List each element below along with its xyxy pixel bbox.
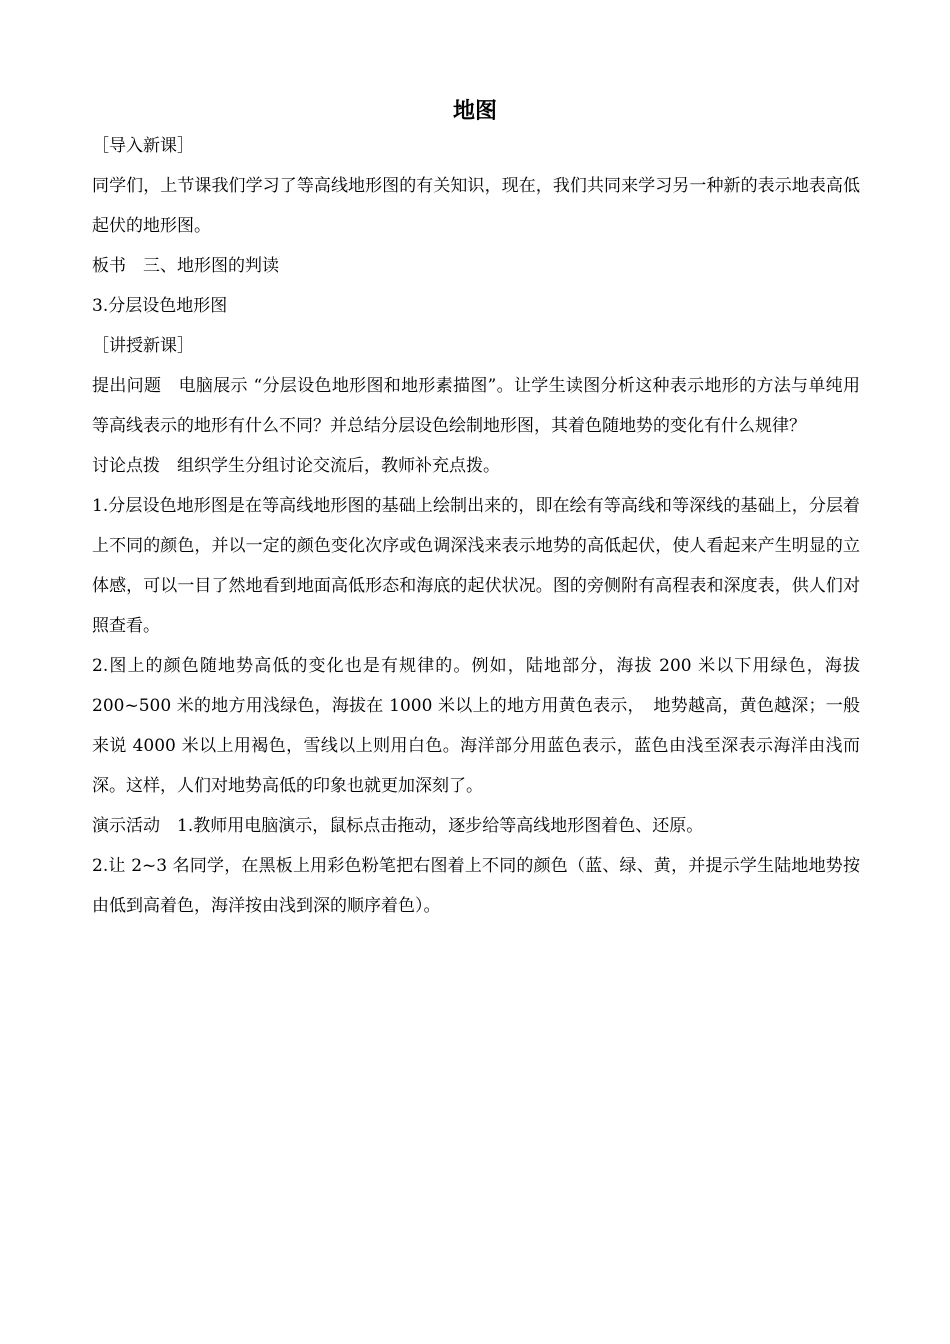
paragraph-discussion: 讨论点拨 组织学生分组讨论交流后，教师补充点拨。	[92, 456, 500, 476]
paragraph-question: 提出问题 电脑展示 “分层设色地形图和地形素描图”。让学生读图分析这种表示地形的方法与单纯用等高线表示的地形有什么不同？并总结分层设色绘制地形图，其着色随地势的变化有什么规律？	[92, 376, 860, 436]
section-heading-lecture: ［讲授新课］	[92, 336, 194, 356]
section-heading-intro: ［导入新课］	[92, 136, 194, 156]
document-body	[92, 126, 860, 926]
paragraph-board-note: 板书 三、地形图的判读	[92, 256, 279, 276]
paragraph-demo-1: 演示活动 1.教师用电脑演示，鼠标点击拖动，逐步给等高线地形图着色、还原。	[92, 816, 704, 836]
paragraph-point-2: 2.图上的颜色随地势高低的变化也是有规律的。例如，陆地部分，海拔 200 米以下用绿色，海拔 200~500 米的地方用浅绿色，海拔在 1000 米以上的地方用黄色表示， 地势越高，黄色越深；一般来说 4000 米以上用褐色，雪线以上则用白色。海洋部分用蓝色表示，蓝色由浅至深表示海洋由浅而深。这样，人们对地势高低的印象也就更加深刻了。	[92, 656, 860, 796]
paragraph-subheading: 3.分层设色地形图	[92, 296, 228, 316]
paragraph-demo-2: 2.让 2~3 名同学，在黑板上用彩色粉笔把右图着上不同的颜色（蓝、绿、黄，并提示学生陆地地势按由低到高着色，海洋按由浅到深的顺序着色）。	[92, 856, 860, 916]
paragraph-point-1: 1.分层设色地形图是在等高线地形图的基础上绘制出来的，即在绘有等高线和等深线的基础上，分层着上不同的颜色，并以一定的颜色变化次序或色调深浅来表示地势的高低起伏，使人看起来产生明显的立体感，可以一目了然地看到地面高低形态和海底的起伏状况。图的旁侧附有高程表和深度表，供人们对照查看。	[92, 496, 860, 636]
document-title: 地图	[452, 99, 497, 124]
paragraph-intro: 同学们，上节课我们学习了等高线地形图的有关知识，现在，我们共同来学习另一种新的表示地表高低起伏的地形图。	[92, 176, 860, 236]
